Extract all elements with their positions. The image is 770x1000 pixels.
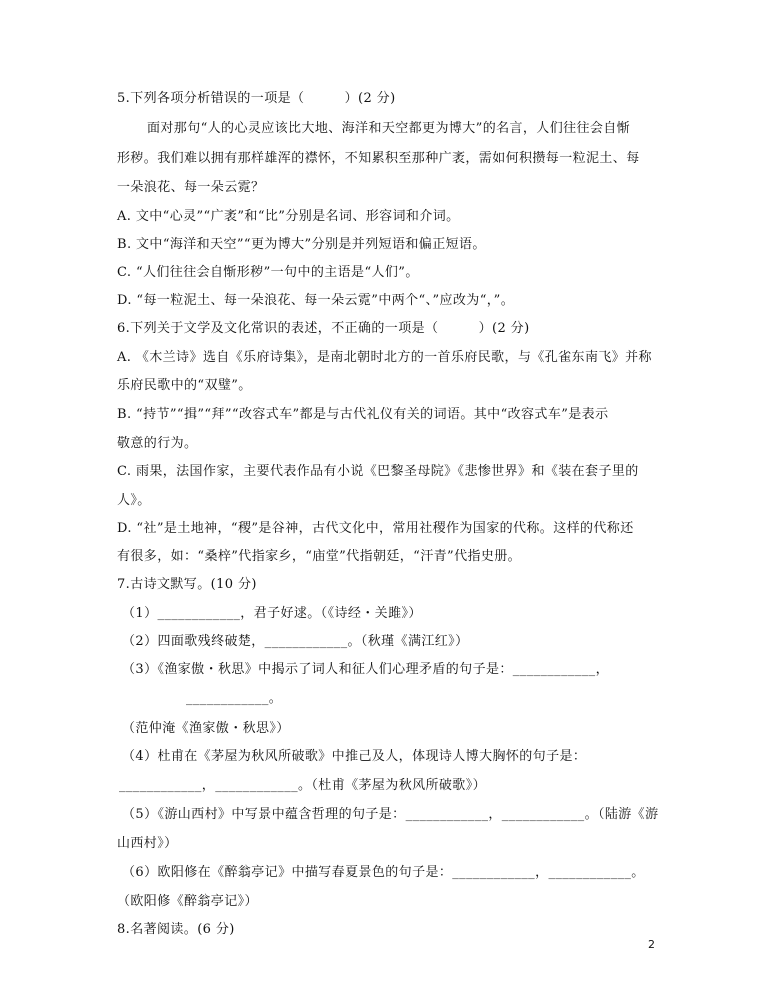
question-7-item-6-source: （欧阳修《醉翁亭记》） [117,894,258,909]
option-6b-line-2: 敬意的行为。 [117,436,198,451]
question-5-title: 5.下列各项分析错误的一项是（ ）(2 分) [117,91,396,106]
option-6d-line-1: D. “社”是土地神，“稷”是谷神，古代文化中，常用社稷作为国家的代称。这样的代称还 [117,521,634,536]
question-7-title: 7.古诗文默写。(10 分) [117,577,257,592]
question-6-title: 6.下列关于文学及文化常识的表述，不正确的一项是（ ）(2 分) [117,321,530,336]
question-7-item-4: （4）杜甫在《茅屋为秋风所破歌》中推己及人，体现诗人博大胸怀的句子是： [122,749,587,764]
question-7-item-1: （1）____________，君子好逑。（《诗经・关雎》） [122,606,422,621]
passage-line-1: 面对那句“人的心灵应该比大地、海洋和天空都更为博大”的名言，人们往往会自惭 [147,121,631,136]
option-5a: A. 文中“心灵”“广袤”和“比”分别是名词、形容词和介词。 [117,209,460,224]
option-5d: D. “每一粒泥土、每一朵浪花、每一朵云霓”中两个“、”应改为“，”。 [117,293,515,308]
option-6b-line-1: B. “持节”“揖”“拜”“改容式车”都是与古代礼仪有关的词语。其中“改容式车”是表示 [117,407,609,422]
passage-line-3: 一朵浪花、每一朵云霓？ [117,180,265,195]
question-7-item-3-blank: ____________。 [186,691,283,706]
option-6c-line-2: 人》。 [117,493,151,508]
option-6a-line-2: 乐府民歌中的“双璧”。 [117,378,252,393]
page-number: 2 [648,938,655,951]
question-7-item-5-source: 山西村》） [117,836,178,851]
option-5b: B. 文中“海洋和天空”“更为博大”分别是并列短语和偏正短语。 [117,237,486,252]
question-7-item-2: （2）四面歌残终破楚，____________。（秋瑾《满江红》） [122,634,469,649]
question-7-item-3: （3）《渔家傲・秋思》中揭示了词人和征人们心理矛盾的句子是：____________， [122,662,609,677]
option-5c: C. “人们往往会自惭形秽”一句中的主语是“人们”。 [117,265,419,280]
option-6d-line-2: 有很多，如：“桑梓”代指家乡，“庙堂”代指朝廷，“汗青”代指史册。 [117,549,522,564]
passage-line-2: 形秽。我们难以拥有那样雄浑的襟怀，不知累积至那种广袤，需如何积攒每一粒泥土、每 [117,151,640,166]
question-8-title: 8.名著阅读。(6 分) [117,922,235,937]
question-7-item-6: （6）欧阳修在《醉翁亭记》中描写春夏景色的句子是：____________，____________。 [122,865,645,880]
question-7-item-3-source: （范仲淹《渔家傲・秋思》） [122,721,290,736]
question-7-item-4-blanks: ____________，____________。（杜甫《茅屋为秋风所破歌》） [119,778,486,793]
option-6c-line-1: C. 雨果，法国作家，主要代表作品有小说《巴黎圣母院》《悲惨世界》和《装在套子里的 [117,464,639,479]
question-7-item-5: （5）《游山西村》中写景中蕴含哲理的句子是：____________，____________。（陆游《游 [122,807,659,822]
option-6a-line-1: A. 《木兰诗》选自《乐府诗集》，是南北朝时北方的一首乐府民歌，与《孔雀东南飞》并称 [117,350,652,365]
